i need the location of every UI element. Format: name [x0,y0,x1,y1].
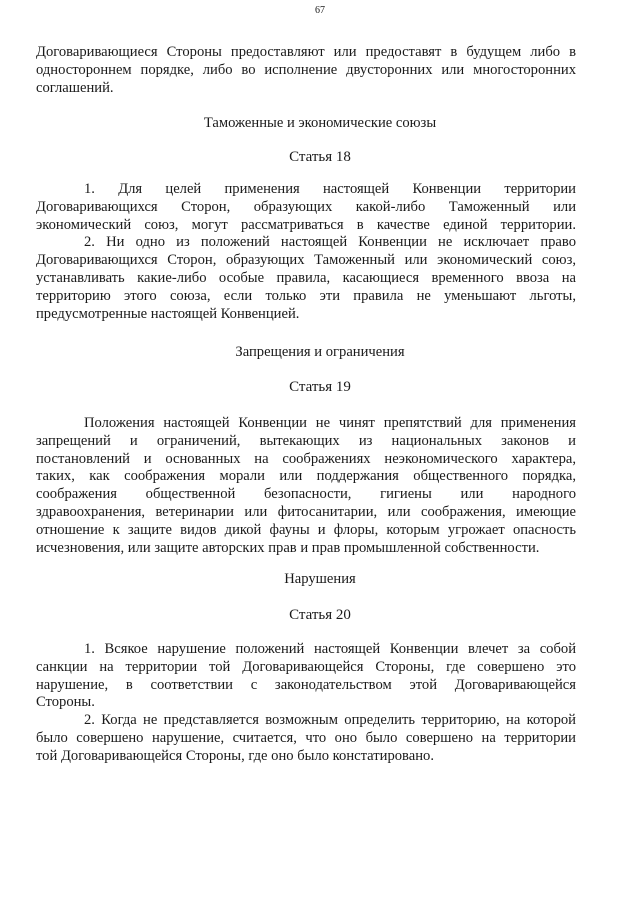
text-line: было совершено нарушение, считается, что оно было совершено на территории [36,729,576,746]
article-18-body [36,181,576,323]
text-line: санкции на территории той Договаривающейся Стороны, где совершено это [36,658,576,675]
text-line: Стороны. [36,694,95,711]
text-line: 1. Для целей применения настоящей Конвенции территории [84,181,576,197]
text-line: здравоохранения, ветеринарии или фитосанитарии, или соображения, имеющие [36,503,576,520]
text-line: нарушение, в соответствии с законодательством этой Договаривающейся [36,676,576,693]
text-line: отношение к защите видов дикой фауны и флоры, которым угрожает опасность [36,521,576,538]
text-line: соглашений. [36,79,114,96]
intro-paragraph [36,44,576,97]
text-line: 2. Ни одно из положений настоящей Конвенции не исключает право [84,234,576,251]
text-line: Договаривающихся Сторон, образующих Таможенный или экономический союз, [36,252,576,269]
text-line: Договаривающихся Сторон, образующих какой-либо Таможенный или [36,198,576,215]
text-line: 2. Когда не представляется возможным определить территорию, на которой [84,712,576,729]
article-20-title: Статья 20 [289,607,351,623]
text-line: соображения общественной безопасности, гигиены или народного [36,486,576,503]
article-20-body [36,641,576,766]
text-line: исчезновения, или защите авторских прав и прав промышленной собственности. [36,539,540,556]
text-line: 1. Всякое нарушение положений настоящей Конвенции влечет за собой [84,641,576,657]
section-heading-prohibitions: Запрещения и ограничения [235,344,405,360]
text-line: Положения настоящей Конвенции не чинят препятствий для применения [84,415,576,431]
text-line: таких, как соображения морали или поддержания общественного порядка, [36,468,576,485]
text-line: одностороннем порядке, либо во исполнение двусторонних или многосторонних [36,61,576,78]
article-18-title: Статья 18 [289,149,351,165]
section-heading-violations: Нарушения [284,571,356,587]
text-line: предусмотренные настоящей Конвенцией. [36,305,300,322]
text-line: устанавливать какие-либо особые правила, касающиеся временного ввоза на [36,269,576,286]
section-heading-customs-unions: Таможенные и экономические союзы [203,115,437,131]
article-19-title: Статья 19 [289,379,351,395]
text-line: территорию этого союза, если только эти правила не уменьшают льготы, [36,287,576,304]
text-line: той Договаривающейся Стороны, где оно было констатировано. [36,747,434,764]
text-line: экономический союз, могут рассматриваться в качестве единой территории. [36,216,576,233]
text-line: Договаривающиеся Стороны предоставляют или предоставят в будущем либо в [36,44,576,60]
article-19-body [36,415,576,557]
text-line: запрещений и ограничений, вытекающих из национальных законов и [36,432,576,449]
page-number: 67 [315,5,325,16]
text-line: постановлений и основанных на соображениях неэкономического характера, [36,450,576,467]
